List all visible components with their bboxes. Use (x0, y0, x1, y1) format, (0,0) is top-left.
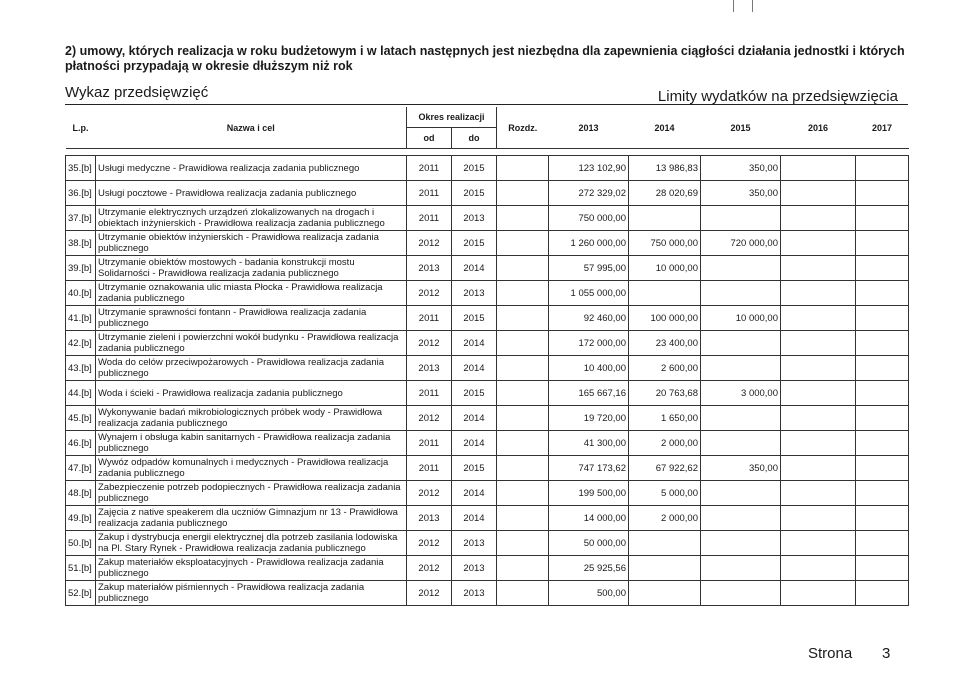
row-2017 (856, 556, 909, 581)
row-2014: 2 000,00 (629, 506, 701, 531)
row-do: 2014 (452, 331, 497, 356)
row-2014 (629, 556, 701, 581)
row-2017 (856, 356, 909, 381)
row-2016 (781, 456, 856, 481)
projects-table (65, 107, 909, 606)
row-2013: 57 995,00 (549, 256, 629, 281)
row-2013: 750 000,00 (549, 206, 629, 231)
row-od: 2011 (407, 181, 452, 206)
row-2015: 720 000,00 (701, 231, 781, 256)
row-rozdz (497, 256, 549, 281)
row-2014: 5 000,00 (629, 481, 701, 506)
row-2015 (701, 281, 781, 306)
row-2015 (701, 581, 781, 606)
col-od: od (407, 128, 452, 149)
row-name: Usługi medyczne - Prawidłowa realizacja zadania publicznego (96, 156, 407, 181)
row-do: 2015 (452, 456, 497, 481)
row-2017 (856, 256, 909, 281)
row-rozdz (497, 431, 549, 456)
table-row (66, 306, 909, 331)
table-row (66, 556, 909, 581)
col-lp: L.p. (72, 122, 89, 133)
row-2016 (781, 431, 856, 456)
heading-divider (65, 104, 908, 105)
row-lp: 49.[b] (66, 506, 96, 531)
row-lp: 40.[b] (66, 281, 96, 306)
row-2013: 41 300,00 (549, 431, 629, 456)
row-2017 (856, 506, 909, 531)
row-lp: 44.[b] (66, 381, 96, 406)
row-lp: 45.[b] (66, 406, 96, 431)
row-2017 (856, 431, 909, 456)
row-lp: 42.[b] (66, 331, 96, 356)
table-row (66, 281, 909, 306)
col-rozdz: Rozdz. (497, 107, 549, 149)
row-2014 (629, 581, 701, 606)
row-2017 (856, 331, 909, 356)
row-2013: 1 055 000,00 (549, 281, 629, 306)
row-rozdz (497, 331, 549, 356)
row-rozdz (497, 206, 549, 231)
row-od: 2011 (407, 381, 452, 406)
row-rozdz (497, 556, 549, 581)
row-2016 (781, 406, 856, 431)
row-rozdz (497, 456, 549, 481)
row-2015 (701, 531, 781, 556)
footer-label: Strona (808, 645, 853, 662)
row-do: 2014 (452, 481, 497, 506)
row-rozdz (497, 481, 549, 506)
row-2015 (701, 356, 781, 381)
row-2017 (856, 481, 909, 506)
row-2016 (781, 156, 856, 181)
row-2015 (701, 406, 781, 431)
row-name: Wynajem i obsługa kabin sanitarnych - Prawidłowa realizacja zadania publicznego (96, 431, 407, 456)
row-2015 (701, 206, 781, 231)
table-row (66, 431, 909, 456)
row-lp: 47.[b] (66, 456, 96, 481)
table-row (66, 231, 909, 256)
row-2015 (701, 431, 781, 456)
row-2014: 2 600,00 (629, 356, 701, 381)
row-2016 (781, 206, 856, 231)
row-od: 2011 (407, 431, 452, 456)
row-2013: 747 173,62 (549, 456, 629, 481)
row-od: 2013 (407, 256, 452, 281)
row-od: 2012 (407, 481, 452, 506)
row-2015: 350,00 (701, 156, 781, 181)
row-do: 2015 (452, 181, 497, 206)
row-name: Utrzymanie sprawności fontann - Prawidłowa realizacja zadania publicznego (96, 306, 407, 331)
row-lp: 37.[b] (66, 206, 96, 231)
row-2014: 13 986,83 (629, 156, 701, 181)
row-2016 (781, 231, 856, 256)
row-2017 (856, 531, 909, 556)
row-od: 2012 (407, 331, 452, 356)
intro-text: 2) umowy, których realizacja w roku budżetowym i w latach następnych jest niezbędna dla zapewnienia ciągłości działania jednostki i których płatności przypadają w okresie dłuższym niż rok (65, 44, 905, 73)
row-rozdz (497, 231, 549, 256)
col-name: Nazwa i cel (226, 122, 275, 133)
row-od: 2013 (407, 356, 452, 381)
row-2013: 272 329,02 (549, 181, 629, 206)
row-2016 (781, 306, 856, 331)
row-lp: 51.[b] (66, 556, 96, 581)
row-do: 2013 (452, 556, 497, 581)
row-od: 2011 (407, 456, 452, 481)
row-2013: 165 667,16 (549, 381, 629, 406)
row-2013: 123 102,90 (549, 156, 629, 181)
row-od: 2012 (407, 281, 452, 306)
row-2017 (856, 306, 909, 331)
row-lp: 36.[b] (66, 181, 96, 206)
col-do: do (452, 128, 497, 149)
row-2013: 92 460,00 (549, 306, 629, 331)
header-separator (66, 149, 909, 156)
row-rozdz (497, 306, 549, 331)
row-2015 (701, 481, 781, 506)
row-rozdz (497, 381, 549, 406)
table-row (66, 481, 909, 506)
table-row (66, 406, 909, 431)
row-2014 (629, 531, 701, 556)
row-2017 (856, 231, 909, 256)
col-2017: 2017 (871, 122, 893, 133)
table-row (66, 156, 909, 181)
row-2016 (781, 581, 856, 606)
row-do: 2014 (452, 506, 497, 531)
row-2013: 19 720,00 (549, 406, 629, 431)
row-2015: 3 000,00 (701, 381, 781, 406)
table-row (66, 381, 909, 406)
row-od: 2013 (407, 506, 452, 531)
row-2017 (856, 156, 909, 181)
row-name: Utrzymanie obiektów mostowych - badania konstrukcji mostu Solidarności - Prawidłowa realizacja zadania publicznego (96, 256, 407, 281)
col-2015: 2015 (730, 122, 751, 133)
row-2015: 10 000,00 (701, 306, 781, 331)
row-lp: 43.[b] (66, 356, 96, 381)
table-row (66, 581, 909, 606)
table-row (66, 181, 909, 206)
row-2015 (701, 506, 781, 531)
row-od: 2012 (407, 581, 452, 606)
row-2017 (856, 406, 909, 431)
row-name: Zajęcia z native speakerem dla uczniów Gimnazjum nr 13 - Prawidłowa realizacja zadania publicznego (96, 506, 407, 531)
row-od: 2011 (407, 306, 452, 331)
row-do: 2013 (452, 206, 497, 231)
row-od: 2011 (407, 156, 452, 181)
scan-edge-mark (752, 0, 753, 12)
row-2017 (856, 381, 909, 406)
row-2013: 199 500,00 (549, 481, 629, 506)
row-2013: 500,00 (549, 581, 629, 606)
row-2017 (856, 281, 909, 306)
table-row (66, 256, 909, 281)
row-od: 2011 (407, 206, 452, 231)
row-2015: 350,00 (701, 456, 781, 481)
row-2014: 67 922,62 (629, 456, 701, 481)
row-2015 (701, 331, 781, 356)
row-name: Utrzymanie elektrycznych urządzeń zlokalizowanych na drogach i obiektach inżynierskich - Prawidłowa realizacja zadania publicznego (96, 206, 407, 231)
row-2013: 10 400,00 (549, 356, 629, 381)
row-od: 2012 (407, 531, 452, 556)
row-2013: 14 000,00 (549, 506, 629, 531)
table-row (66, 506, 909, 531)
row-2016 (781, 531, 856, 556)
row-rozdz (497, 281, 549, 306)
row-rozdz (497, 581, 549, 606)
row-2014 (629, 281, 701, 306)
row-2016 (781, 181, 856, 206)
row-rozdz (497, 506, 549, 531)
row-2013: 25 925,56 (549, 556, 629, 581)
row-2016 (781, 506, 856, 531)
row-2016 (781, 381, 856, 406)
row-2017 (856, 206, 909, 231)
row-name: Utrzymanie oznakowania ulic miasta Płocka - Prawidłowa realizacja zadania publicznego (96, 281, 407, 306)
row-2014: 10 000,00 (629, 256, 701, 281)
row-do: 2014 (452, 431, 497, 456)
row-2015 (701, 556, 781, 581)
row-2016 (781, 356, 856, 381)
row-rozdz (497, 181, 549, 206)
row-do: 2014 (452, 356, 497, 381)
col-2014: 2014 (654, 122, 675, 133)
row-do: 2013 (452, 531, 497, 556)
row-name: Zakup materiałów piśmiennych - Prawidłowa realizacja zadania publicznego (96, 581, 407, 606)
row-2016 (781, 281, 856, 306)
row-2013: 172 000,00 (549, 331, 629, 356)
row-rozdz (497, 531, 549, 556)
row-name: Usługi pocztowe - Prawidłowa realizacja zadania publicznego (96, 181, 407, 206)
row-lp: 35.[b] (66, 156, 96, 181)
row-rozdz (497, 156, 549, 181)
row-od: 2012 (407, 406, 452, 431)
row-name: Wykonywanie badań mikrobiologicznych próbek wody - Prawidłowa realizacja zadania publicznego (96, 406, 407, 431)
row-2016 (781, 481, 856, 506)
row-2014: 1 650,00 (629, 406, 701, 431)
page-number: 3 (882, 645, 891, 662)
row-2017 (856, 456, 909, 481)
row-lp: 46.[b] (66, 431, 96, 456)
row-2017 (856, 181, 909, 206)
col-2013: 2013 (578, 122, 599, 133)
row-do: 2013 (452, 281, 497, 306)
row-2014: 100 000,00 (629, 306, 701, 331)
row-2013: 50 000,00 (549, 531, 629, 556)
row-lp: 50.[b] (66, 531, 96, 556)
row-2014: 28 020,69 (629, 181, 701, 206)
row-do: 2015 (452, 231, 497, 256)
table-row (66, 531, 909, 556)
row-name: Woda do celów przeciwpożarowych - Prawidłowa realizacja zadania publicznego (96, 356, 407, 381)
row-lp: 38.[b] (66, 231, 96, 256)
row-2014: 23 400,00 (629, 331, 701, 356)
row-2015 (701, 256, 781, 281)
row-do: 2014 (452, 256, 497, 281)
table-row (66, 456, 909, 481)
row-lp: 52.[b] (66, 581, 96, 606)
row-name: Zabezpieczenie potrzeb podopiecznych - Prawidłowa realizacja zadania publicznego (96, 481, 407, 506)
row-do: 2015 (452, 156, 497, 181)
table-row (66, 356, 909, 381)
row-do: 2015 (452, 381, 497, 406)
table-row (66, 331, 909, 356)
row-od: 2012 (407, 231, 452, 256)
row-2016 (781, 256, 856, 281)
row-2016 (781, 331, 856, 356)
row-name: Wywóz odpadów komunalnych i medycznych - Prawidłowa realizacja zadania publicznego (96, 456, 407, 481)
row-lp: 39.[b] (66, 256, 96, 281)
row-name: Utrzymanie zieleni i powierzchni wokół budynku - Prawidłowa realizacja zadania publicznego (96, 331, 407, 356)
scan-edge-mark (733, 0, 734, 12)
row-2015: 350,00 (701, 181, 781, 206)
row-do: 2013 (452, 581, 497, 606)
table-row (66, 206, 909, 231)
row-2014 (629, 206, 701, 231)
row-2014: 2 000,00 (629, 431, 701, 456)
row-rozdz (497, 356, 549, 381)
col-period: Okres realizacji (407, 107, 497, 128)
row-2013: 1 260 000,00 (549, 231, 629, 256)
col-2016: 2016 (807, 122, 829, 133)
header-row (66, 107, 909, 128)
row-2014: 20 763,68 (629, 381, 701, 406)
row-name: Utrzymanie obiektów inżynierskich - Prawidłowa realizacja zadania publicznego (96, 231, 407, 256)
row-2017 (856, 581, 909, 606)
row-name: Woda i ścieki - Prawidłowa realizacja zadania publicznego (96, 381, 407, 406)
row-name: Zakup materiałów eksploatacyjnych - Prawidłowa realizacja zadania publicznego (96, 556, 407, 581)
row-do: 2014 (452, 406, 497, 431)
section-title: Wykaz przedsięwzięć (65, 84, 209, 101)
row-2016 (781, 556, 856, 581)
row-od: 2012 (407, 556, 452, 581)
row-rozdz (497, 406, 549, 431)
row-name: Zakup i dystrybucja energii elektrycznej dla potrzeb zasilania lodowiska na Pl. Stary Rynek - Prawidłowa realizacja zadania publicznego (96, 531, 407, 556)
row-do: 2015 (452, 306, 497, 331)
row-lp: 41.[b] (66, 306, 96, 331)
row-lp: 48.[b] (66, 481, 96, 506)
row-2014: 750 000,00 (629, 231, 701, 256)
limits-title: Limity wydatków na przedsięwzięcia (657, 88, 898, 105)
